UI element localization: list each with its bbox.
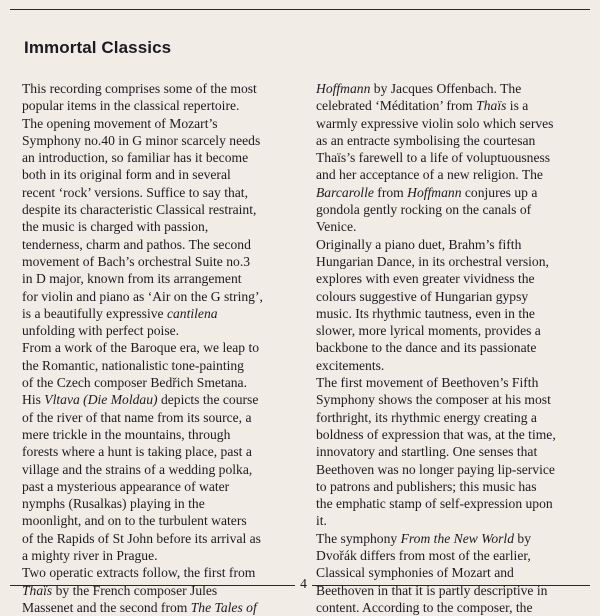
text-line: the emphatic stamp of self-expression upon [316, 496, 553, 512]
text-line: both in its original form and in several [22, 167, 231, 183]
text-line: is a beautifully expressive cantilena [22, 305, 218, 321]
text-line: the music is charged with passion, [22, 219, 209, 235]
footer-rule-right [312, 585, 590, 586]
text-line: and her acceptance of a new religion. The [316, 167, 543, 183]
text-line: of the river of that name from its source, a [22, 409, 252, 425]
footer-rule-left [10, 585, 295, 586]
text-line: Classical symphonies of Mozart and [316, 565, 514, 581]
page-title: Immortal Classics [24, 38, 172, 57]
text-line: excitements. [316, 357, 385, 373]
text-line: slower, more lyrical moments, provides a [316, 323, 541, 339]
text-line: as an entracte symbolising the courtesan [316, 132, 536, 148]
text-line: recent ‘rock’ versions. Suffice to say that, [22, 184, 248, 200]
text-line: explores with even greater vividness the [316, 271, 535, 287]
text-line: Thaïs by the French composer Jules [22, 582, 218, 598]
text-line: popular items in the classical repertoire. [22, 98, 240, 114]
text-line: Barcarolle from Hoffmann conjures up a [316, 184, 538, 200]
text-line: a mighty river in Prague. [22, 548, 158, 564]
text-line: This recording comprises some of the most [22, 81, 257, 96]
text-line: movement of Bach’s orchestral Suite no.3 [22, 253, 251, 269]
text-line: unfolding with perfect poise. [22, 323, 180, 339]
text-line: nymphs (Rusalkas) playing in the [22, 496, 205, 512]
text-line: Dvořák differs from most of the earlier, [316, 548, 531, 564]
text-line: of the Rapids of St John before its arrival as [22, 530, 261, 546]
text-line: The first movement of Beethoven’s Fifth [316, 375, 539, 391]
text-line: boldness of expression that was, at the time, [316, 426, 556, 442]
text-line: Massenet and the second from The Tales of [22, 599, 257, 615]
text-line: in D major, known from its arrangement [22, 271, 242, 287]
text-line: Venice. [316, 219, 357, 235]
text-line: His Vltava (Die Moldau) depicts the course [22, 392, 259, 408]
text-line: The symphony From the New World by [316, 530, 531, 546]
text-line: it. [316, 513, 327, 529]
text-line: moonlight, and on to the turbulent waters [22, 513, 247, 529]
text-line: Symphony shows the composer at his most [316, 392, 551, 408]
text-line: mere trickle in the mountains, through [22, 426, 231, 442]
text-column-left [22, 80, 305, 616]
text-line: innovatory and startling. One senses that [316, 444, 538, 460]
text-line: gondola gently rocking on the canals of [316, 202, 532, 218]
text-line: From a work of the Baroque era, we leap to [22, 340, 260, 356]
text-line: Originally a piano duet, Brahm’s fifth [316, 236, 522, 252]
top-rule [10, 9, 590, 10]
text-line: celebrated ‘Méditation’ from Thaïs is a [316, 98, 529, 114]
text-line: warmly expressive violin solo which serves [316, 115, 554, 131]
text-line: Two operatic extracts follow, the first from [22, 565, 256, 581]
text-line: Hoffmann by Jacques Offenbach. The [316, 81, 522, 96]
page-footer [10, 577, 590, 593]
text-line: backbone to the dance and its passionate [316, 340, 537, 356]
text-line: to patrons and publishers; this music has [316, 478, 537, 494]
text-line: village and the strains of a wedding polka, [22, 461, 253, 477]
text-line: past a mysterious appearance of water [22, 478, 230, 494]
text-line: for violin and piano as ‘Air on the G string’, [22, 288, 263, 304]
text-line: The opening movement of Mozart’s [22, 115, 218, 131]
text-line: content. According to the composer, the [316, 599, 533, 615]
text-column-right [316, 80, 588, 616]
text-line: Symphony no.40 in G minor scarcely needs [22, 132, 261, 148]
text-line: forests where a hunt is taking place, past a [22, 444, 252, 460]
text-line: tenderness, charm and pathos. The second [22, 236, 251, 252]
text-line: the Romantic, nationalistic tone-painting [22, 357, 244, 373]
text-line: despite its characteristic Classical restraint, [22, 202, 257, 218]
text-line: Hungarian Dance, in its orchestral version, [316, 253, 549, 269]
text-line: colours suggestive of Hungarian gypsy [316, 288, 529, 304]
text-line: of the Czech composer Bedřich Smetana. [22, 375, 247, 391]
page-number: 4 [300, 576, 307, 591]
text-line: Thaïs’s farewell to a life of voluptuousness [316, 150, 551, 166]
text-line: Beethoven in that it is partly descriptive in [316, 582, 548, 598]
text-line: forthright, its rhythmic energy creating a [316, 409, 537, 425]
text-line: an introduction, so familiar has it become [22, 150, 249, 166]
text-line: Beethoven was no longer paying lip-service [316, 461, 555, 477]
text-line: music. Its rhythmic tautness, even in the [316, 305, 535, 321]
